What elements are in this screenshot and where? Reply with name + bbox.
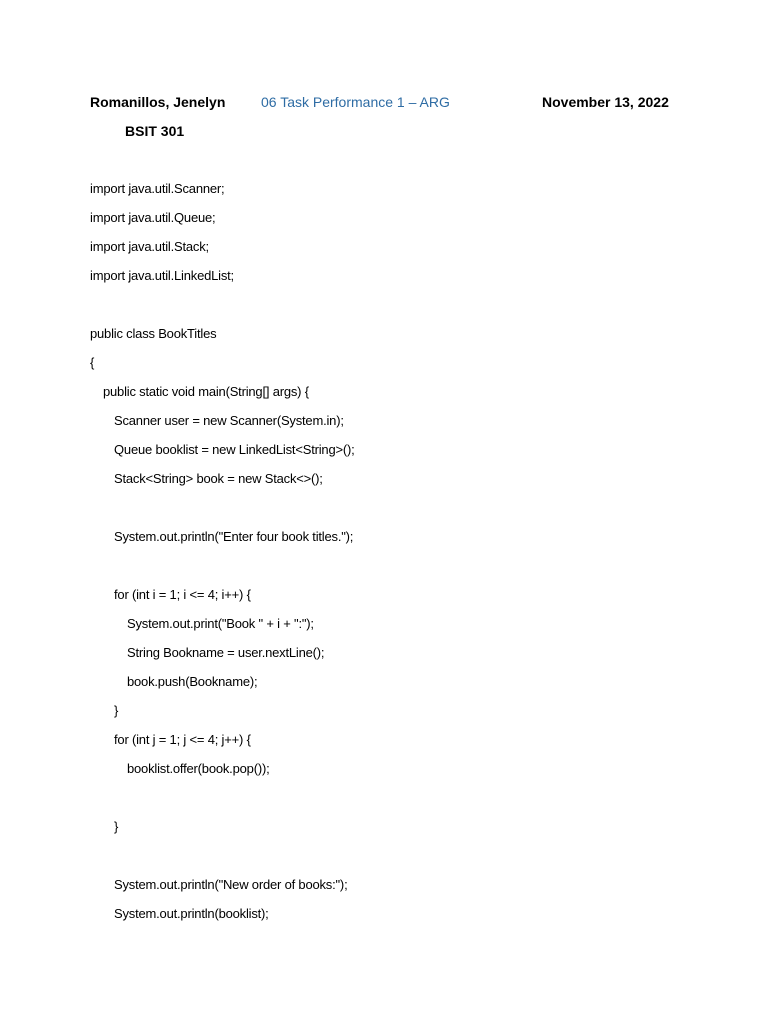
code-line-text: import java.util.Queue; (90, 210, 216, 225)
code-line (90, 528, 730, 557)
code-line (90, 760, 730, 789)
code-line (90, 876, 730, 905)
code-line (90, 499, 730, 528)
code-line-text: public static void main(String[] args) { (103, 384, 309, 399)
code-line (90, 180, 730, 209)
code-line (90, 238, 730, 267)
code-line (90, 818, 730, 847)
code-line (90, 847, 730, 876)
code-line-text: } (114, 819, 119, 834)
section-label: BSIT 301 (125, 123, 185, 139)
code-line-text: public class BookTitles (90, 326, 217, 341)
code-line (90, 209, 730, 238)
code-line-text: for (int j = 1; j <= 4; j++) { (114, 732, 251, 747)
code-line-text: { (90, 355, 95, 370)
author-name: Romanillos, Jenelyn (90, 94, 226, 110)
code-line-text: Queue booklist = new LinkedList<String>(); (114, 442, 355, 457)
code-line (90, 905, 730, 934)
code-line (90, 412, 730, 441)
code-line (90, 557, 730, 586)
code-line-text: book.push(Bookname); (127, 674, 258, 689)
code-line-text: System.out.println(booklist); (114, 906, 269, 921)
code-line (90, 325, 730, 354)
code-line-text: import java.util.Scanner; (90, 181, 225, 196)
code-line-text: System.out.print("Book " + i + ":"); (127, 616, 314, 631)
code-line-text: import java.util.Stack; (90, 239, 209, 254)
code-line-text: } (114, 703, 119, 718)
code-line-text: Scanner user = new Scanner(System.in); (114, 413, 344, 428)
code-line (90, 470, 730, 499)
code-line (90, 586, 730, 615)
document-title: 06 Task Performance 1 – ARG (261, 94, 450, 110)
code-line (90, 441, 730, 470)
code-line-text: System.out.println("New order of books:"); (114, 877, 348, 892)
code-line (90, 296, 730, 325)
code-line (90, 644, 730, 673)
code-line (90, 731, 730, 760)
code-line (90, 615, 730, 644)
code-line (90, 789, 730, 818)
code-line-text: String Bookname = user.nextLine(); (127, 645, 325, 660)
code-line-text: for (int i = 1; i <= 4; i++) { (114, 587, 251, 602)
code-line-text: booklist.offer(book.pop()); (127, 761, 270, 776)
code-line (90, 267, 730, 296)
code-line (90, 702, 730, 731)
code-listing (90, 180, 730, 934)
code-line (90, 383, 730, 412)
code-line-text: Stack<String> book = new Stack<>(); (114, 471, 323, 486)
document-date: November 13, 2022 (542, 94, 669, 110)
code-line (90, 354, 730, 383)
code-line-text: System.out.println("Enter four book titles."); (114, 529, 354, 544)
code-line (90, 673, 730, 702)
code-line-text: import java.util.LinkedList; (90, 268, 234, 283)
